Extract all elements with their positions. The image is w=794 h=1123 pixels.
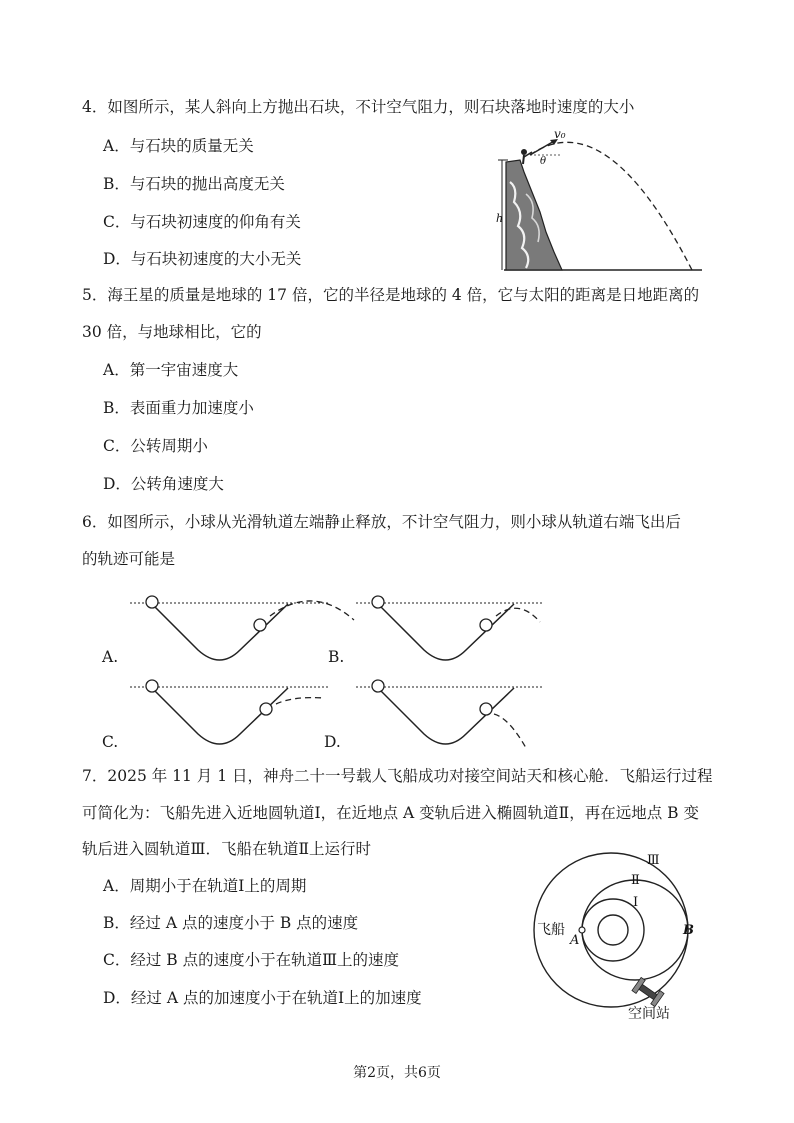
thrower-head (521, 149, 527, 155)
theta-label: θ (540, 156, 547, 167)
orbit-1-label: Ⅰ (633, 895, 639, 910)
q4-option-c: C．与石块初速度的仰角有关 (103, 213, 301, 231)
q6-figure-a (128, 592, 358, 668)
q7-stem-line2: 可简化为：飞船先进入近地圆轨道Ⅰ，在近地点 A 变轨后进入椭圆轨道Ⅱ，再在远地点 B 变 (82, 804, 699, 822)
q4-option-d: D．与石块初速度的大小无关 (103, 250, 302, 268)
point-a-marker (579, 927, 585, 933)
q6-figure-d (354, 676, 554, 756)
q6-stem-line1: 6．如图所示，小球从光滑轨道左端静止释放，不计空气阻力，则小球从轨道右端飞出后 (82, 513, 681, 531)
q6-fig-label-d: D. (324, 733, 341, 751)
q7-option-b: B．经过 A 点的速度小于 B 点的速度 (103, 914, 359, 932)
q5-option-c: C．公转周期小 (103, 437, 208, 455)
orbit-3-label: Ⅲ (647, 853, 660, 868)
q5-stem-line2: 30 倍，与地球相比，它的 (82, 323, 262, 341)
q7-option-a: A．周期小于在轨道Ⅰ上的周期 (103, 877, 307, 895)
v0-label: v₀ (554, 127, 566, 141)
q4-stem: 4．如图所示，某人斜向上方抛出石块，不计空气阻力，则石块落地时速度的大小 (82, 98, 635, 116)
q5-stem-line1: 5．海王星的质量是地球的 17 倍，它的半径是地球的 4 倍，它与太阳的距离是日地距离的 (82, 286, 700, 304)
cliff-rock (506, 160, 562, 270)
q4-option-a: A．与石块的质量无关 (103, 137, 254, 155)
q5-option-d: D．公转角速度大 (103, 475, 224, 493)
q5-option-a: A．第一宇宙速度大 (103, 361, 239, 379)
point-a-label: A (570, 933, 580, 948)
q6-stem-line2: 的轨迹可能是 (82, 550, 176, 568)
q7-stem-line1: 7．2025 年 11 月 1 日，神舟二十一号载人飞船成功对接空间站天和核心舱．飞船运行过程 (82, 767, 713, 785)
orbit-2-label: Ⅱ (631, 873, 640, 888)
page-footer: 第2页，共6页 (353, 1065, 441, 1081)
q7-stem-line3: 轨后进入圆轨道Ⅲ．飞船在轨道Ⅱ上运行时 (82, 840, 371, 858)
q6-fig-label-b: B. (328, 648, 345, 666)
ship-label: 飞船 (537, 922, 565, 938)
q4-option-b: B．与石块的抛出高度无关 (103, 175, 285, 193)
point-b-label: B (683, 923, 694, 938)
q7-option-c: C．经过 B 点的速度小于在轨道Ⅲ上的速度 (103, 951, 400, 969)
space-station-label: 空间站 (628, 1006, 670, 1022)
q6-fig-label-c: C. (102, 733, 119, 751)
q7-orbit-figure (530, 850, 720, 1025)
q6-fig-label-a: A. (102, 648, 119, 666)
stone-trajectory (530, 142, 692, 270)
q5-option-b: B．表面重力加速度小 (103, 399, 254, 417)
earth (598, 915, 628, 945)
q4-cliff-figure (496, 122, 718, 278)
height-label: h (496, 212, 504, 225)
q6-figure-b (354, 592, 554, 668)
q7-option-d: D．经过 A 点的加速度小于在轨道Ⅰ上的加速度 (103, 989, 422, 1007)
